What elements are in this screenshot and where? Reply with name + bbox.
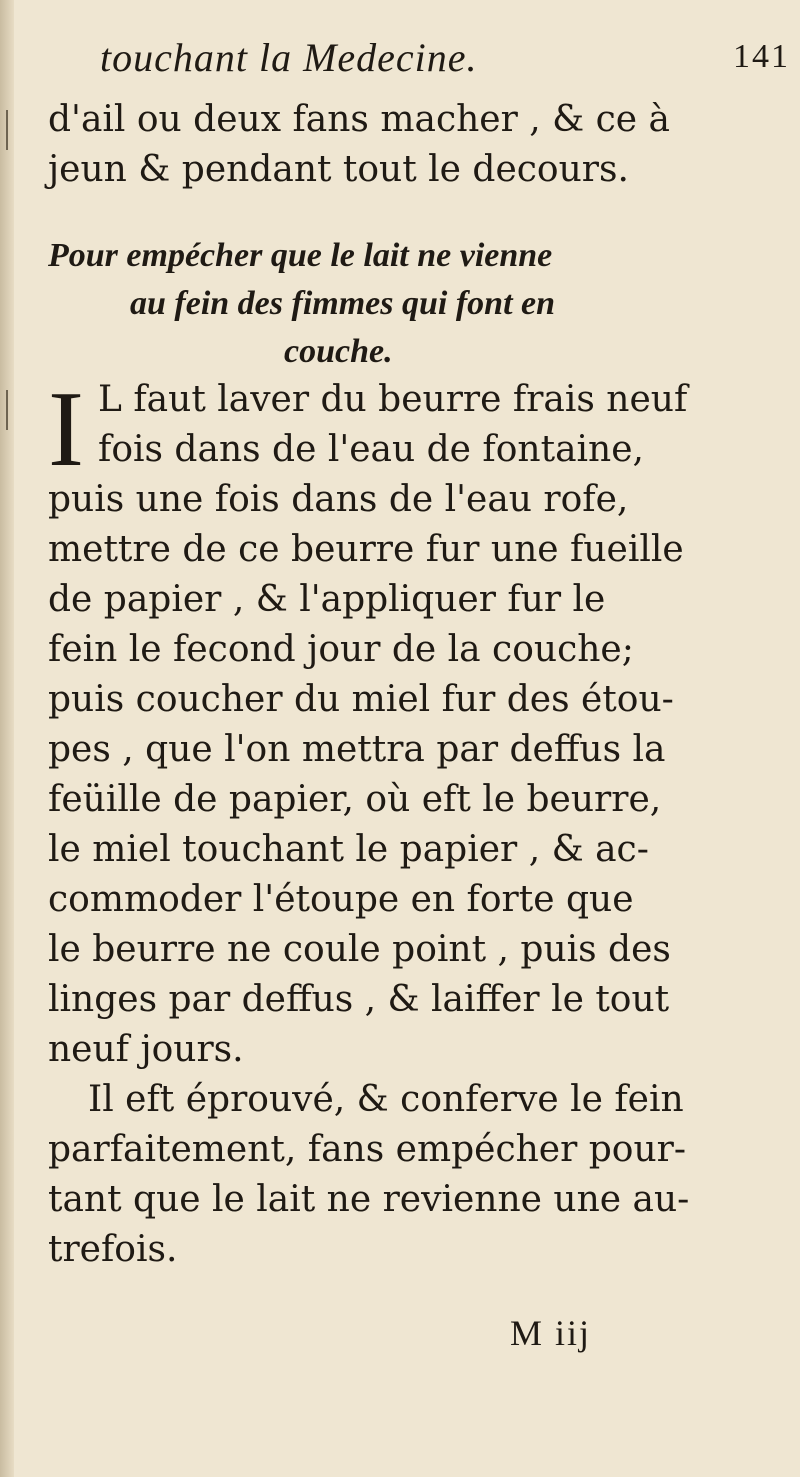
section-heading [48,232,748,376]
text-line: tant que le lait ne revienne une au- [48,1179,690,1220]
heading-line: Pour empécher que le lait ne vienne [48,237,553,274]
heading-line: au fein des fimmes qui font en [130,285,556,322]
text-line: Il eft éprouvé, & conferve le fein [88,1079,684,1120]
text-line: le miel touchant le papier , & ac- [48,829,649,870]
text-line: de papier , & l'appliquer fur le [48,579,606,620]
text-line: jeun & pendant tout le decours. [48,149,629,190]
page-header [100,30,790,90]
text-line: pes , que l'on mettra par deffus la [48,729,666,770]
heading-line: couche. [284,333,393,370]
text-line: neuf jours. [48,1029,244,1070]
gutter-shadow-line [6,110,8,150]
gutter-shadow-line [6,390,8,430]
text-line: fois dans de l'eau de fontaine, [98,429,644,470]
text-line: puis une fois dans de l'eau rofe, [48,479,629,520]
text-line: feüille de papier, où eft le beurre, [48,779,662,820]
text-line: mettre de ce beurre fur une fueille [48,529,684,570]
text-line: linges par deffus , & laiffer le tout [48,979,670,1020]
text-line: puis coucher du miel fur des étou- [48,679,674,720]
text-line: d'ail ou deux fans macher , & ce à [48,99,671,140]
text-line: commoder l'étoupe en forte que [48,879,634,920]
binding-gutter [0,0,14,1477]
text-line: fein le fecond jour de la couche; [48,629,634,670]
text-line: le beurre ne coule point , puis des [48,929,671,970]
section-body [48,370,788,1275]
continued-text [48,95,788,195]
running-head: touchant la Medecine. [100,35,478,80]
text-line: trefois. [48,1229,178,1270]
signature-mark: M iij [510,1313,592,1353]
text-line: L faut laver du beurre frais neuf [98,379,688,420]
text-line: parfaitement, fans empécher pour- [48,1129,687,1170]
page-number: 141 [733,38,790,75]
drop-cap: I [48,370,84,489]
